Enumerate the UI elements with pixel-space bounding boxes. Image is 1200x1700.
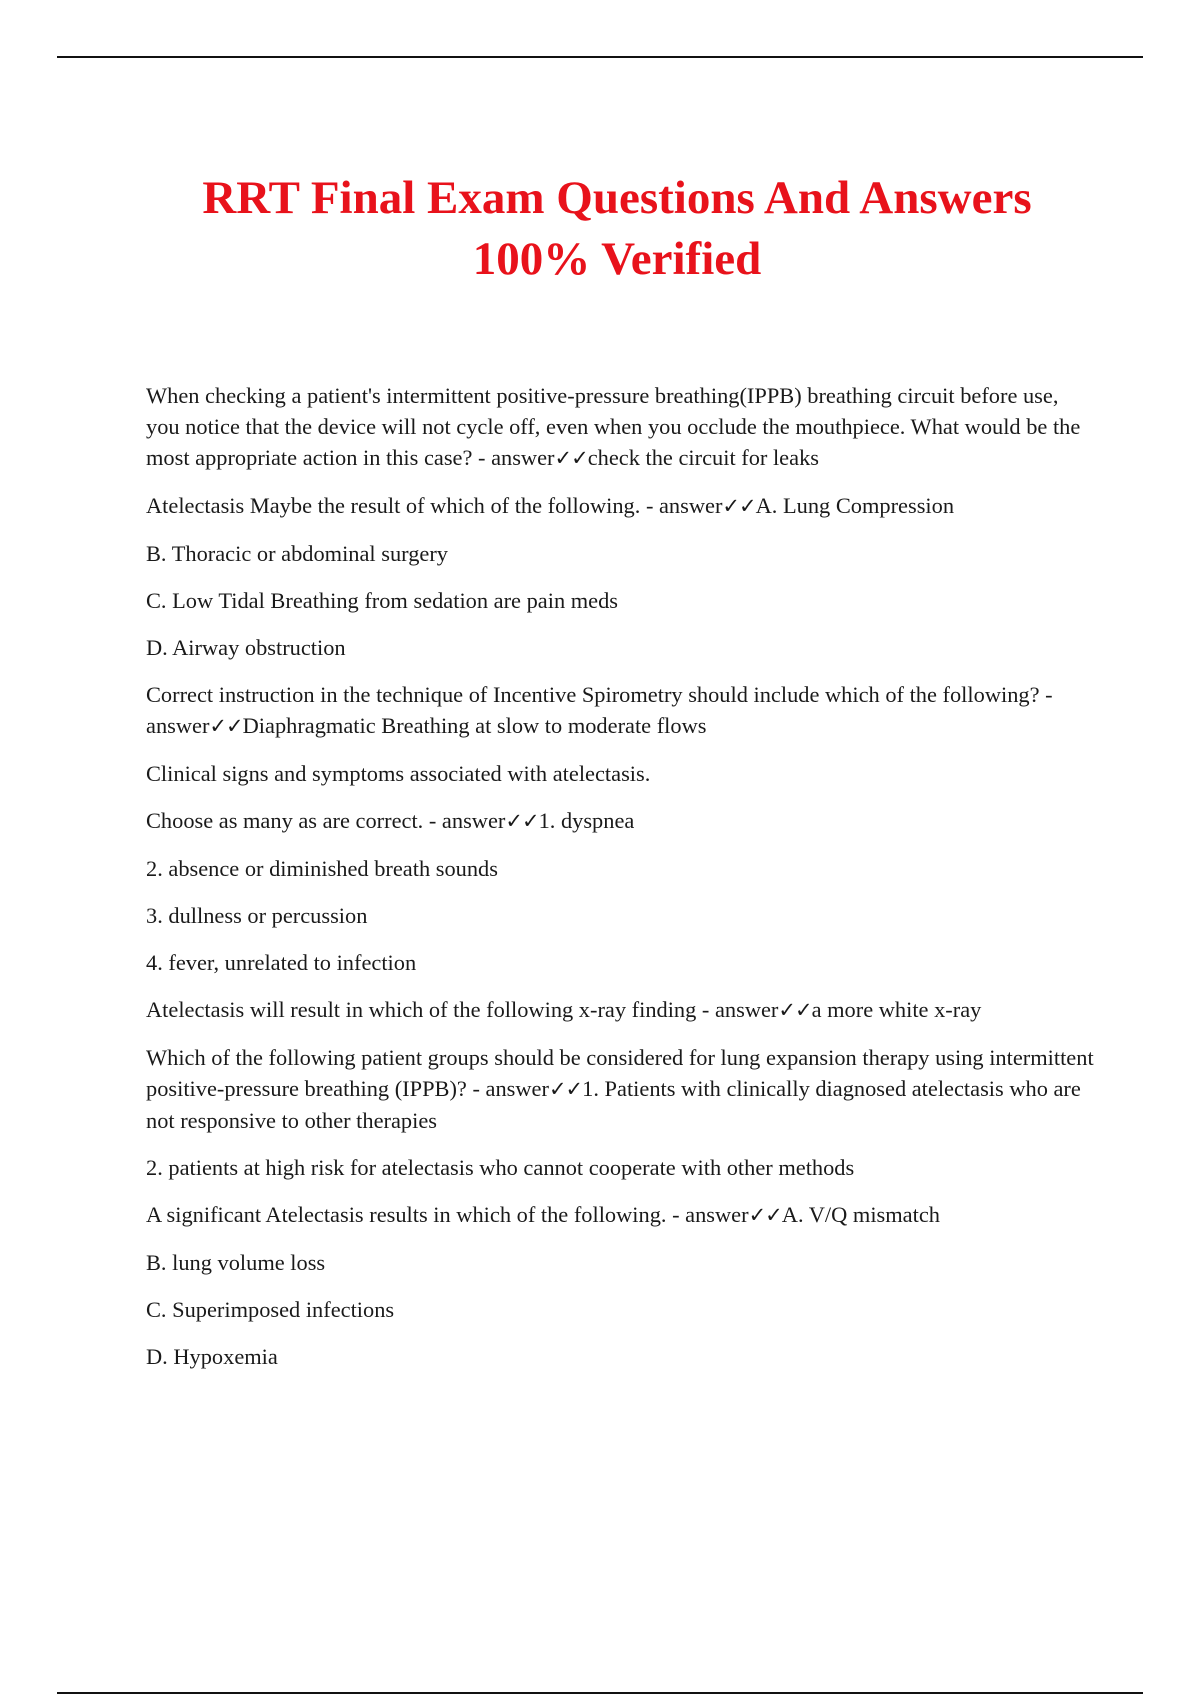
qa-paragraph bbox=[146, 679, 1096, 742]
bottom-rule bbox=[57, 1692, 1143, 1694]
check-icon: ✓✓ bbox=[722, 494, 756, 518]
option-line: C. Superimposed infections bbox=[146, 1297, 395, 1322]
check-icon: ✓✓ bbox=[748, 1203, 782, 1227]
option-line: 4. fever, unrelated to infection bbox=[146, 950, 417, 975]
answer-label: - answer bbox=[640, 493, 723, 518]
option-line: C. Low Tidal Breathing from sedation are pain meds bbox=[146, 588, 618, 613]
qa-paragraph bbox=[146, 490, 1096, 522]
answer-text: check the circuit for leaks bbox=[587, 445, 819, 470]
answer-label: - answer bbox=[472, 445, 555, 470]
option-line: 2. patients at high risk for atelectasis who cannot cooperate with other methods bbox=[146, 1155, 855, 1180]
qa-paragraph bbox=[146, 1042, 1096, 1136]
answer-text: 1. dyspnea bbox=[538, 808, 635, 833]
text-line: Clinical signs and symptoms associated with atelectasis. bbox=[146, 761, 651, 786]
title-line-1: RRT Final Exam Questions And Answers bbox=[202, 172, 1032, 224]
answer-label: - answer bbox=[146, 682, 1053, 738]
question-text: Atelectasis Maybe the result of which of the following. bbox=[146, 493, 641, 518]
answer-text: A. V/Q mismatch bbox=[781, 1202, 940, 1227]
check-icon: ✓✓ bbox=[554, 446, 588, 470]
question-text: Atelectasis will result in which of the following x-ray finding bbox=[146, 997, 697, 1022]
qa-paragraph bbox=[146, 1199, 1096, 1231]
page-title bbox=[100, 168, 1134, 290]
question-text: A significant Atelectasis results in which of the following. bbox=[146, 1202, 667, 1227]
top-rule bbox=[57, 56, 1143, 58]
question-text: When checking a patient's intermittent positive-pressure breathing(IPPB) breathing circuit before use, you notice that the device will not cycle off, even when you occlude the mouthpiece. What would be the most appropriate action in this case? bbox=[146, 383, 1081, 470]
check-icon: ✓✓ bbox=[778, 998, 812, 1022]
check-icon: ✓✓ bbox=[209, 714, 243, 738]
answer-text: a more white x-ray bbox=[811, 997, 982, 1022]
check-icon: ✓✓ bbox=[548, 1077, 583, 1101]
answer-label: - answer bbox=[666, 1202, 749, 1227]
option-line: B. Thoracic or abdominal surgery bbox=[146, 541, 448, 566]
answer-text: 1. Patients with clinically diagnosed atelectasis who are not responsive to other therapies bbox=[146, 1076, 1081, 1133]
option-line: D. Airway obstruction bbox=[146, 635, 346, 660]
answer-label: - answer bbox=[423, 808, 506, 833]
title-line-2: 100% Verified bbox=[472, 233, 762, 285]
option-line: 2. absence or diminished breath sounds bbox=[146, 856, 498, 881]
qa-paragraph bbox=[146, 994, 1096, 1026]
option-line: B. lung volume loss bbox=[146, 1250, 326, 1275]
document-body bbox=[146, 380, 1096, 1388]
answer-text: A. Lung Compression bbox=[755, 493, 955, 518]
option-line: D. Hypoxemia bbox=[146, 1344, 278, 1369]
qa-paragraph bbox=[146, 380, 1096, 474]
answer-label: - answer bbox=[696, 997, 779, 1022]
option-line: 3. dullness or percussion bbox=[146, 903, 368, 928]
qa-paragraph bbox=[146, 805, 1096, 837]
answer-label: - answer bbox=[466, 1076, 549, 1101]
answer-text: Diaphragmatic Breathing at slow to moderate flows bbox=[242, 713, 707, 738]
check-icon: ✓✓ bbox=[505, 809, 539, 833]
question-text: Which of the following patient groups should be considered for lung expansion therapy using intermittent positive-pressure breathing (IPPB)? bbox=[146, 1045, 1094, 1101]
question-text: Choose as many as are correct. bbox=[146, 808, 424, 833]
question-text: Correct instruction in the technique of Incentive Spirometry should include which of the following? bbox=[146, 682, 1040, 707]
